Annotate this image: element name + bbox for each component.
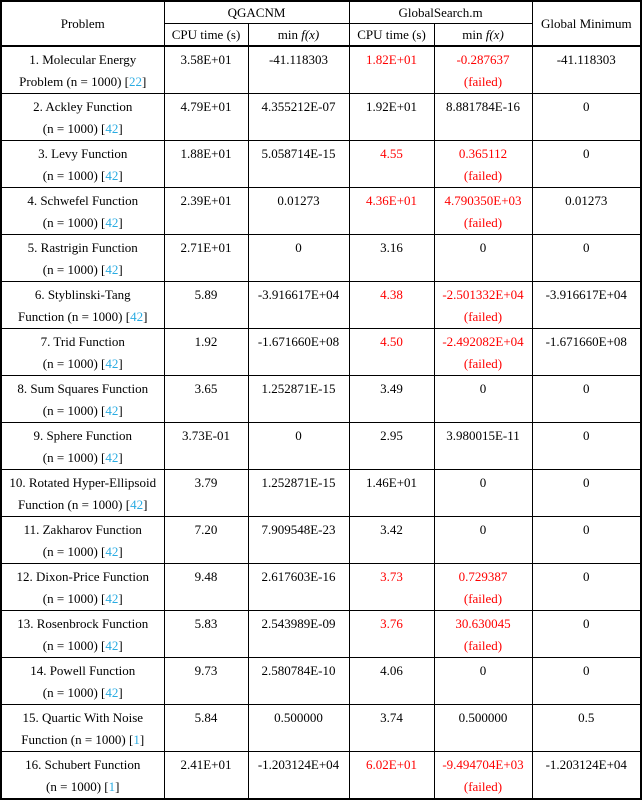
- globalsearch-min-fx-cell: [434, 329, 532, 376]
- globalsearch-min-fx-cell: [434, 235, 532, 282]
- globalsearch-cpu-time-cell: [349, 376, 434, 423]
- citation-close-bracket: ]: [118, 450, 123, 465]
- col-header-global-minimum: Global Minimum: [532, 1, 641, 46]
- globalsearch-min-fx-value: -0.287637: [456, 52, 510, 67]
- problem-name-line2-text: Function (n = 1000) [: [18, 309, 131, 324]
- problem-name-line1: 13. Rosenbrock Function: [17, 616, 149, 631]
- globalsearch-cpu-time-cell: [349, 470, 434, 517]
- citation-close-bracket: ]: [143, 309, 148, 324]
- table-row: [1, 705, 641, 752]
- citation-link[interactable]: 1: [108, 779, 116, 794]
- global-minimum-value: -41.118303: [556, 52, 616, 67]
- qgacnm-min-fx-cell: [248, 423, 349, 470]
- citation-close-bracket: ]: [118, 638, 123, 653]
- global-minimum-value: 0: [583, 522, 590, 537]
- citation-link[interactable]: 42: [105, 168, 119, 183]
- col-header-globalsearch-min-fx: [434, 24, 532, 47]
- problem-name-line2-text: Problem (n = 1000) [: [19, 74, 130, 89]
- group-header-globalsearch: GlobalSearch.m: [349, 1, 532, 24]
- globalsearch-min-fx-cell: [434, 282, 532, 329]
- fx-math-label: f(x): [485, 27, 504, 42]
- table-row: [1, 376, 641, 423]
- global-minimum-cell: [532, 517, 641, 564]
- problem-name-line2: [3, 447, 163, 469]
- citation-close-bracket: ]: [118, 215, 123, 230]
- table-row: [1, 94, 641, 141]
- qgacnm-min-fx-cell: [248, 705, 349, 752]
- globalsearch-min-fx-cell: [434, 188, 532, 235]
- problem-name-line2-text: (n = 1000) [: [42, 262, 106, 277]
- table-row: [1, 46, 641, 94]
- global-minimum-cell: [532, 329, 641, 376]
- problem-name-line2-text: (n = 1000) [: [46, 779, 109, 794]
- qgacnm-cpu-time-cell: [164, 282, 248, 329]
- table-row: [1, 517, 641, 564]
- global-minimum-cell: [532, 94, 641, 141]
- global-minimum-value: 0: [583, 569, 590, 584]
- problem-name-line2: [3, 635, 163, 657]
- table-header: [1, 1, 641, 46]
- citation-close-bracket: ]: [142, 74, 147, 89]
- globalsearch-min-fx-value: 0: [479, 240, 487, 255]
- global-minimum-value: 0: [583, 240, 590, 255]
- globalsearch-cpu-time-cell: [349, 94, 434, 141]
- problem-name-line2: [3, 212, 163, 234]
- global-minimum-value: 0: [583, 428, 590, 443]
- group-header-row: [1, 1, 641, 24]
- qgacnm-min-fx-cell: [248, 141, 349, 188]
- globalsearch-min-fx-cell: [434, 564, 532, 611]
- global-minimum-value: -1.203124E+04: [545, 757, 627, 772]
- problem-name-line1: 9. Sphere Function: [33, 428, 133, 443]
- table-row: [1, 611, 641, 658]
- problem-cell: [1, 611, 164, 658]
- problem-name-line2: [3, 71, 163, 93]
- qgacnm-cpu-time-cell: [164, 470, 248, 517]
- table-row: [1, 752, 641, 800]
- citation-link[interactable]: 42: [105, 544, 119, 559]
- problem-name-line2-text: (n = 1000) [: [42, 638, 106, 653]
- qgacnm-cpu-time-cell: [164, 141, 248, 188]
- qgacnm-cpu-time-cell: [164, 94, 248, 141]
- problem-name-line1: 7. Trid Function: [40, 334, 125, 349]
- qgacnm-min-fx-cell: [248, 188, 349, 235]
- problem-name-line1: 12. Dixon-Price Function: [16, 569, 149, 584]
- problem-name-line2: [3, 682, 163, 704]
- globalsearch-cpu-time-value: 3.42: [380, 522, 403, 537]
- problem-name-line2-text: (n = 1000) [: [42, 215, 106, 230]
- globalsearch-cpu-time-cell: [349, 235, 434, 282]
- qgacnm-cpu-time-value: 1.88E+01: [180, 146, 232, 161]
- col-header-qgacnm-min-fx: [248, 24, 349, 47]
- problem-name-line1: 5. Rastrigin Function: [27, 240, 138, 255]
- qgacnm-cpu-time-value: 3.58E+01: [180, 52, 232, 67]
- citation-link[interactable]: 42: [105, 262, 119, 277]
- problem-cell: [1, 752, 164, 800]
- globalsearch-cpu-time-value: 1.82E+01: [366, 52, 418, 67]
- globalsearch-min-fx-cell: [434, 611, 532, 658]
- global-minimum-value: 0: [583, 616, 590, 631]
- global-minimum-cell: [532, 564, 641, 611]
- qgacnm-min-fx-cell: [248, 658, 349, 705]
- qgacnm-cpu-time-value: 1.92: [194, 334, 218, 349]
- problem-name-line1: 11. Zakharov Function: [23, 522, 142, 537]
- failed-note: (failed): [463, 356, 503, 371]
- citation-link[interactable]: 42: [105, 121, 119, 136]
- globalsearch-cpu-time-value: 3.74: [380, 710, 403, 725]
- problem-name-line1: 15. Quartic With Noise: [22, 710, 144, 725]
- globalsearch-cpu-time-cell: [349, 188, 434, 235]
- qgacnm-min-fx-value: 2.580784E-10: [261, 663, 336, 678]
- globalsearch-min-fx-cell: [434, 141, 532, 188]
- global-minimum-cell: [532, 470, 641, 517]
- globalsearch-cpu-time-cell: [349, 141, 434, 188]
- col-header-problem: Problem: [1, 1, 164, 46]
- globalsearch-min-fx-cell: [434, 470, 532, 517]
- problem-name-line2-text: (n = 1000) [: [42, 121, 106, 136]
- problem-name-line2: [3, 259, 163, 281]
- globalsearch-cpu-time-value: 4.50: [380, 334, 403, 349]
- global-minimum-cell: [532, 752, 641, 800]
- table-row: [1, 282, 641, 329]
- citation-close-bracket: ]: [118, 121, 123, 136]
- qgacnm-min-fx-value: 1.252871E-15: [261, 475, 336, 490]
- problem-cell: [1, 470, 164, 517]
- citation-link[interactable]: 42: [130, 309, 144, 324]
- qgacnm-cpu-time-value: 5.83: [194, 616, 218, 631]
- qgacnm-min-fx-cell: [248, 517, 349, 564]
- global-minimum-value: 0: [583, 381, 590, 396]
- qgacnm-cpu-time-cell: [164, 423, 248, 470]
- problem-name-line2-text: Function (n = 1000) [: [18, 497, 131, 512]
- problem-name-line2: [3, 165, 163, 187]
- globalsearch-min-fx-value: 0: [479, 522, 487, 537]
- qgacnm-min-fx-value: 0: [295, 240, 302, 255]
- citation-close-bracket: ]: [118, 685, 123, 700]
- global-minimum-value: 0.5: [578, 710, 595, 725]
- globalsearch-cpu-time-value: 1.46E+01: [366, 475, 418, 490]
- globalsearch-cpu-time-cell: [349, 564, 434, 611]
- globalsearch-cpu-time-cell: [349, 423, 434, 470]
- qgacnm-cpu-time-cell: [164, 329, 248, 376]
- qgacnm-min-fx-cell: [248, 564, 349, 611]
- globalsearch-min-fx-value: 0.500000: [458, 710, 508, 725]
- global-minimum-value: -1.671660E+08: [545, 334, 627, 349]
- globalsearch-cpu-time-value: 4.06: [380, 663, 403, 678]
- problem-name-line2-text: (n = 1000) [: [42, 544, 106, 559]
- globalsearch-min-fx-value: 0: [479, 381, 487, 396]
- globalsearch-min-fx-value: -2.501332E+04: [442, 287, 524, 302]
- globalsearch-min-fx-value: 3.980015E-11: [446, 428, 520, 443]
- globalsearch-min-fx-cell: [434, 658, 532, 705]
- global-minimum-value: 0: [583, 663, 590, 678]
- global-minimum-cell: [532, 282, 641, 329]
- problem-name-line1: 14. Powell Function: [30, 663, 136, 678]
- globalsearch-min-fx-cell: [434, 94, 532, 141]
- global-minimum-value: 0: [583, 99, 590, 114]
- failed-note: (failed): [463, 309, 503, 324]
- qgacnm-cpu-time-value: 9.48: [194, 569, 218, 584]
- qgacnm-cpu-time-value: 2.71E+01: [180, 240, 232, 255]
- qgacnm-cpu-time-cell: [164, 752, 248, 800]
- qgacnm-min-fx-cell: [248, 282, 349, 329]
- problem-cell: [1, 705, 164, 752]
- group-header-qgacnm: QGACNM: [164, 1, 349, 24]
- globalsearch-min-fx-value: 4.790350E+03: [444, 193, 522, 208]
- globalsearch-min-fx-cell: [434, 705, 532, 752]
- problem-name-line2-text: (n = 1000) [: [42, 685, 106, 700]
- problem-name-line2: [3, 353, 163, 375]
- problem-name-line1: 16. Schubert Function: [25, 757, 141, 772]
- citation-link[interactable]: 42: [105, 450, 119, 465]
- problem-name-line1: 1. Molecular Energy: [29, 52, 137, 67]
- qgacnm-min-fx-value: 0.01273: [277, 193, 320, 208]
- globalsearch-min-fx-value: 0.365112: [458, 146, 508, 161]
- problem-cell: [1, 235, 164, 282]
- qgacnm-cpu-time-value: 5.84: [194, 710, 218, 725]
- problem-name-line2: [3, 306, 163, 328]
- problem-cell: [1, 376, 164, 423]
- globalsearch-cpu-time-value: 1.92E+01: [366, 99, 418, 114]
- globalsearch-cpu-time-value: 4.36E+01: [366, 193, 418, 208]
- global-minimum-value: 0.01273: [565, 193, 608, 208]
- qgacnm-min-fx-value: 0.500000: [274, 710, 323, 725]
- global-minimum-value: 0: [583, 475, 590, 490]
- citation-close-bracket: ]: [118, 168, 123, 183]
- citation-link[interactable]: 22: [129, 74, 143, 89]
- problem-name-line2: [3, 400, 163, 422]
- globalsearch-min-fx-value: 30.630045: [455, 616, 511, 631]
- qgacnm-cpu-time-value: 3.65: [194, 381, 218, 396]
- globalsearch-cpu-time-cell: [349, 517, 434, 564]
- failed-note: (failed): [463, 168, 503, 183]
- problem-name-line2-text: (n = 1000) [: [42, 591, 106, 606]
- problem-name-line1: 6. Styblinski-Tang: [34, 287, 131, 302]
- qgacnm-min-fx-value: -41.118303: [268, 52, 329, 67]
- global-minimum-cell: [532, 46, 641, 94]
- globalsearch-cpu-time-value: 4.38: [380, 287, 403, 302]
- qgacnm-min-fx-value: -1.671660E+08: [257, 334, 340, 349]
- col-header-qgacnm-cpu-time: CPU time (s): [164, 24, 248, 47]
- qgacnm-cpu-time-cell: [164, 517, 248, 564]
- qgacnm-cpu-time-value: 5.89: [194, 287, 218, 302]
- globalsearch-cpu-time-value: 2.95: [380, 428, 403, 443]
- globalsearch-min-fx-value: -9.494704E+03: [442, 757, 524, 772]
- globalsearch-cpu-time-value: 6.02E+01: [366, 757, 418, 772]
- problem-cell: [1, 188, 164, 235]
- problem-cell: [1, 517, 164, 564]
- globalsearch-min-fx-value: 0: [479, 663, 487, 678]
- problem-name-line2: [3, 588, 163, 610]
- citation-link[interactable]: 1: [133, 732, 140, 747]
- qgacnm-min-fx-cell: [248, 329, 349, 376]
- problem-name-line1: 4. Schwefel Function: [27, 193, 139, 208]
- global-minimum-cell: [532, 376, 641, 423]
- global-minimum-cell: [532, 423, 641, 470]
- global-minimum-cell: [532, 141, 641, 188]
- globalsearch-cpu-time-cell: [349, 329, 434, 376]
- problem-name-line1: 8. Sum Squares Function: [17, 381, 149, 396]
- problem-name-line2-text: (n = 1000) [: [42, 450, 106, 465]
- failed-note: (failed): [463, 779, 503, 794]
- failed-note: (failed): [463, 215, 503, 230]
- qgacnm-min-fx-cell: [248, 94, 349, 141]
- problem-name-line1: 10. Rotated Hyper-Ellipsoid: [9, 475, 157, 490]
- globalsearch-cpu-time-cell: [349, 752, 434, 800]
- table-row: [1, 235, 641, 282]
- citation-link[interactable]: 42: [105, 638, 119, 653]
- qgacnm-min-fx-value: 2.543989E-09: [261, 616, 336, 631]
- qgacnm-cpu-time-value: 2.41E+01: [180, 757, 232, 772]
- globalsearch-min-fx-value: 8.881784E-16: [446, 99, 521, 114]
- col-header-globalsearch-cpu-time: CPU time (s): [349, 24, 434, 47]
- qgacnm-min-fx-value: 0: [295, 428, 302, 443]
- problem-cell: [1, 658, 164, 705]
- citation-link[interactable]: 42: [105, 591, 119, 606]
- citation-close-bracket: ]: [118, 356, 123, 371]
- problem-name-line2: [3, 494, 163, 516]
- qgacnm-min-fx-cell: [248, 376, 349, 423]
- qgacnm-cpu-time-cell: [164, 658, 248, 705]
- problem-cell: [1, 46, 164, 94]
- qgacnm-min-fx-value: -3.916617E+04: [257, 287, 340, 302]
- qgacnm-cpu-time-value: 4.79E+01: [180, 99, 232, 114]
- globalsearch-cpu-time-cell: [349, 658, 434, 705]
- problem-name-line1: 2. Ackley Function: [33, 99, 133, 114]
- citation-close-bracket: ]: [118, 544, 123, 559]
- problem-name-line2: [3, 776, 163, 798]
- failed-note: (failed): [463, 591, 503, 606]
- qgacnm-min-fx-value: 4.355212E-07: [261, 99, 336, 114]
- qgacnm-cpu-time-cell: [164, 705, 248, 752]
- problem-cell: [1, 94, 164, 141]
- problem-cell: [1, 282, 164, 329]
- citation-link[interactable]: 42: [105, 403, 119, 418]
- qgacnm-min-fx-value: 2.617603E-16: [261, 569, 336, 584]
- table-body: [1, 46, 641, 799]
- globalsearch-cpu-time-cell: [349, 705, 434, 752]
- qgacnm-cpu-time-value: 7.20: [194, 522, 218, 537]
- problem-name-line2-text: Function (n = 1000) [: [21, 732, 134, 747]
- global-minimum-cell: [532, 658, 641, 705]
- globalsearch-cpu-time-value: 3.76: [380, 616, 403, 631]
- problem-cell: [1, 564, 164, 611]
- table-row: [1, 188, 641, 235]
- qgacnm-min-fx-cell: [248, 752, 349, 800]
- problem-name-line2: [3, 118, 163, 140]
- problem-name-line2-text: (n = 1000) [: [42, 356, 106, 371]
- qgacnm-cpu-time-cell: [164, 188, 248, 235]
- globalsearch-cpu-time-cell: [349, 282, 434, 329]
- global-minimum-cell: [532, 188, 641, 235]
- qgacnm-cpu-time-cell: [164, 611, 248, 658]
- min-label: min: [462, 27, 486, 42]
- qgacnm-min-fx-cell: [248, 611, 349, 658]
- min-label: min: [277, 27, 302, 42]
- globalsearch-cpu-time-value: 4.55: [380, 146, 403, 161]
- citation-close-bracket: ]: [118, 591, 123, 606]
- globalsearch-min-fx-value: 0.729387: [458, 569, 508, 584]
- problem-name-line2-text: (n = 1000) [: [42, 403, 106, 418]
- qgacnm-cpu-time-value: 3.79: [194, 475, 218, 490]
- globalsearch-min-fx-cell: [434, 517, 532, 564]
- globalsearch-cpu-time-cell: [349, 611, 434, 658]
- table-row: [1, 564, 641, 611]
- qgacnm-cpu-time-cell: [164, 46, 248, 94]
- table-row: [1, 329, 641, 376]
- globalsearch-min-fx-cell: [434, 423, 532, 470]
- qgacnm-min-fx-cell: [248, 235, 349, 282]
- qgacnm-min-fx-value: 1.252871E-15: [261, 381, 336, 396]
- globalsearch-min-fx-value: 0: [479, 475, 487, 490]
- citation-close-bracket: ]: [143, 497, 148, 512]
- failed-note: (failed): [463, 74, 503, 89]
- problem-cell: [1, 141, 164, 188]
- globalsearch-cpu-time-value: 3.73: [380, 569, 403, 584]
- problem-cell: [1, 423, 164, 470]
- problem-name-line2-text: (n = 1000) [: [42, 168, 106, 183]
- problem-name-line2: [3, 729, 163, 751]
- qgacnm-min-fx-value: 5.058714E-15: [261, 146, 336, 161]
- globalsearch-cpu-time-cell: [349, 46, 434, 94]
- problem-cell: [1, 329, 164, 376]
- global-minimum-cell: [532, 235, 641, 282]
- citation-close-bracket: ]: [115, 779, 120, 794]
- qgacnm-cpu-time-value: 2.39E+01: [180, 193, 232, 208]
- qgacnm-min-fx-cell: [248, 46, 349, 94]
- citation-link[interactable]: 42: [130, 497, 144, 512]
- table-row: [1, 141, 641, 188]
- citation-close-bracket: ]: [118, 262, 123, 277]
- problem-name-line2: [3, 541, 163, 563]
- qgacnm-cpu-time-cell: [164, 235, 248, 282]
- global-minimum-cell: [532, 705, 641, 752]
- global-minimum-value: 0: [583, 146, 590, 161]
- globalsearch-cpu-time-value: 3.49: [380, 381, 403, 396]
- qgacnm-cpu-time-cell: [164, 376, 248, 423]
- qgacnm-cpu-time-value: 3.73E-01: [181, 428, 231, 443]
- citation-link[interactable]: 42: [105, 215, 119, 230]
- global-minimum-value: -3.916617E+04: [545, 287, 627, 302]
- fx-math-label: f(x): [301, 27, 320, 42]
- citation-link[interactable]: 42: [105, 356, 119, 371]
- table-row: [1, 658, 641, 705]
- qgacnm-min-fx-cell: [248, 470, 349, 517]
- globalsearch-cpu-time-value: 3.16: [380, 240, 403, 255]
- global-minimum-cell: [532, 611, 641, 658]
- globalsearch-min-fx-cell: [434, 46, 532, 94]
- failed-note: (failed): [463, 638, 503, 653]
- citation-link[interactable]: 42: [105, 685, 119, 700]
- qgacnm-min-fx-value: 7.909548E-23: [261, 522, 336, 537]
- table-row: [1, 470, 641, 517]
- qgacnm-cpu-time-value: 9.73: [194, 663, 218, 678]
- qgacnm-cpu-time-cell: [164, 564, 248, 611]
- globalsearch-min-fx-cell: [434, 752, 532, 800]
- table-row: [1, 423, 641, 470]
- citation-close-bracket: ]: [139, 732, 145, 747]
- problem-name-line1: 3. Levy Function: [38, 146, 128, 161]
- qgacnm-min-fx-value: -1.203124E+04: [257, 757, 340, 772]
- citation-close-bracket: ]: [118, 403, 123, 418]
- globalsearch-min-fx-value: -2.492082E+04: [442, 334, 524, 349]
- globalsearch-min-fx-cell: [434, 376, 532, 423]
